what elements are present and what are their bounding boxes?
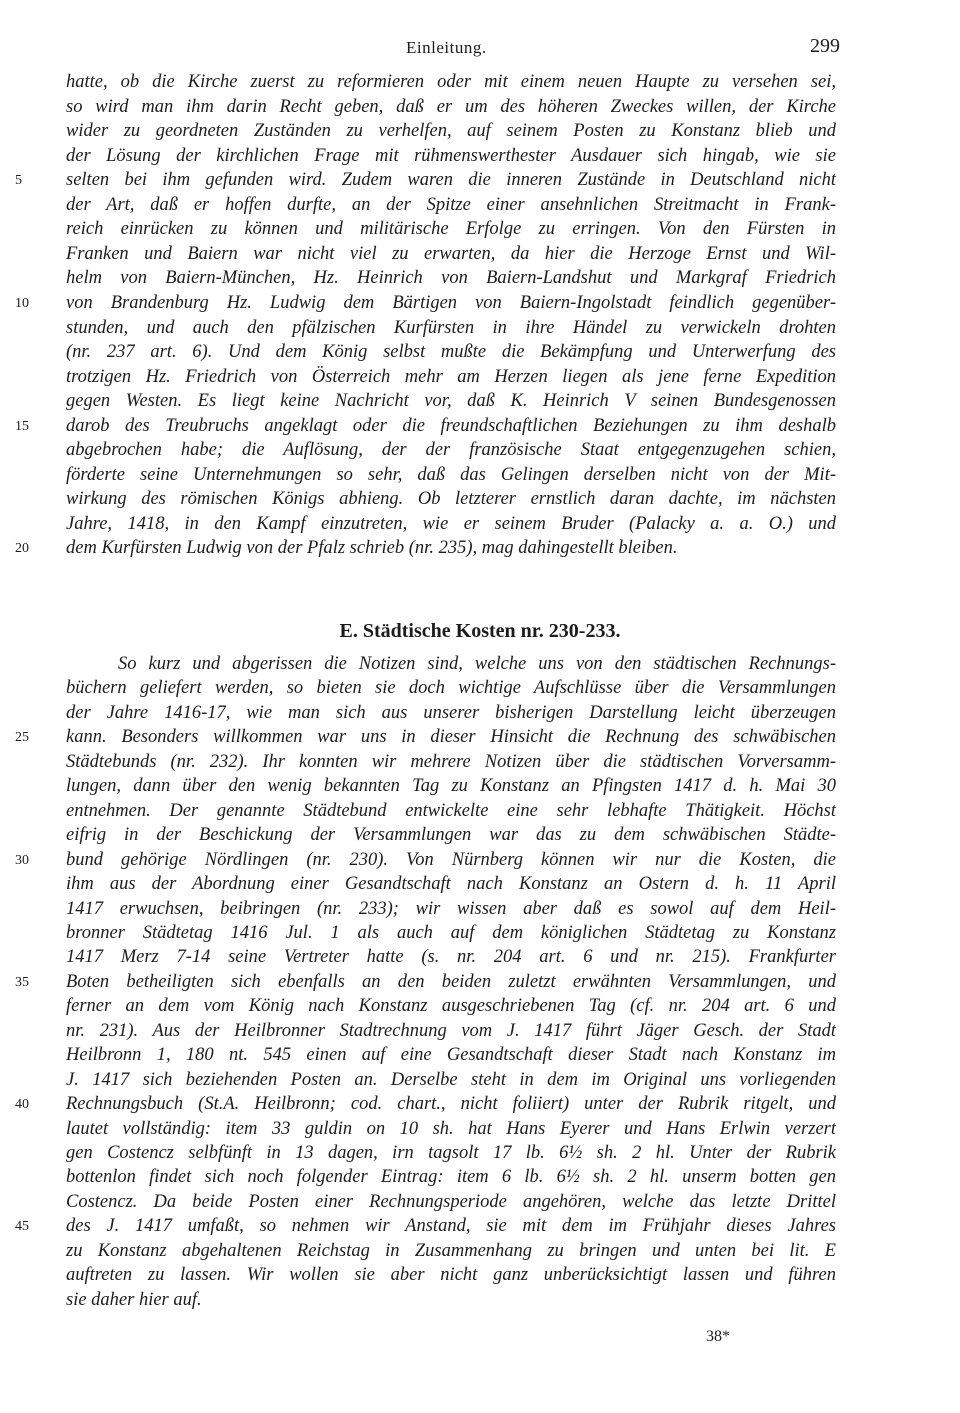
running-title: Einleitung. bbox=[406, 38, 487, 57]
text-line: 1417 erwuchsen, beibringen (nr. 233); wir wissen aber daß es sowol auf dem Heil- bbox=[66, 898, 836, 919]
text-line: auftreten zu lassen. Wir wollen sie aber nicht ganz unberücksichtigt lassen und führen bbox=[66, 1265, 836, 1286]
text-line: darob des Treubruchs angeklagt oder die freundschaftlichen Beziehungen zu ihm deshalb bbox=[66, 415, 836, 436]
text-line: sie daher hier auf. bbox=[66, 1289, 202, 1310]
text-line: hatte, ob die Kirche zuerst zu reformieren oder mit einem neuen Haupte zu versehen sei, bbox=[66, 72, 836, 92]
text-line: von Brandenburg Hz. Ludwig dem Bärtigen von Baiern-Ingolstadt feindlich gegenüber- bbox=[66, 292, 836, 313]
text-line: des J. 1417 umfaßt, so nehmen wir Anstand, sie mit dem im Frühjahr dieses Jahres bbox=[66, 1216, 836, 1237]
text-line: lungen, dann über den wenig bekannten Tag zu Konstanz an Pfingsten 1417 d. h. Mai 30 bbox=[66, 776, 836, 797]
text-line: (nr. 237 art. 6). Und dem König selbst mußte die Bekämpfung und Unterwerfung des bbox=[66, 342, 836, 363]
text-line: der Jahre 1416-17, wie man sich aus unserer bisherigen Darstellung leicht überzeugen bbox=[66, 702, 836, 723]
text-line: bottenlon findet sich noch folgender Eintrag: item 6 lb. 6½ sh. 2 hl. unserm botten gen bbox=[66, 1167, 836, 1188]
page-header bbox=[66, 35, 840, 68]
text-line: bund gehörige Nördlingen (nr. 230). Von Nürnberg können wir nur die Kosten, die bbox=[66, 849, 836, 870]
text-line: Heilbronn 1, 180 nt. 545 einen auf eine Gesandtschaft dieser Stadt nach Konstanz im bbox=[66, 1045, 836, 1066]
text-line: eifrig in der Beschickung der Versammlungen war das zu dem schwäbischen Städte- bbox=[66, 825, 836, 846]
text-line: Franken und Baiern war nicht viel zu erwarten, da hier die Herzoge Ernst und Wil- bbox=[66, 243, 836, 264]
text-line: Costencz. Da beide Posten einer Rechnungsperiode angehören, welche das letzte Drittel bbox=[66, 1191, 836, 1212]
text-line: so wird man ihm darin Recht geben, daß er um des höheren Zweckes willen, der Kirche bbox=[66, 96, 836, 117]
text-line: gegen Westen. Es liegt keine Nachricht vor, daß K. Heinrich V seinen Bundesgenossen bbox=[66, 391, 836, 412]
text-line: ihm aus der Abordnung einer Gesandtschaft nach Konstanz an Ostern d. h. 11 April bbox=[66, 874, 836, 895]
text-line: Rechnungsbuch (St.A. Heilbronn; cod. chart., nicht foliiert) unter der Rubrik ritgelt, und bbox=[66, 1094, 836, 1115]
line-number: 20 bbox=[15, 541, 29, 557]
text-line: bronner Städtetag 1416 Jul. 1 als auch auf dem königlichen Städtetag zu Konstanz bbox=[66, 922, 836, 943]
text-line: stunden, und auch den pfälzischen Kurfürsten in ihre Händel zu verwickeln drohten bbox=[66, 317, 836, 338]
text-line: wider zu geordneten Zuständen zu verhelfen, auf seinem Posten zu Konstanz blieb und bbox=[66, 121, 836, 142]
page-number: 299 bbox=[810, 35, 840, 57]
text-line: So kurz und abgerissen die Notizen sind, welche uns von den städtischen Rechnungs- bbox=[118, 654, 836, 674]
line-number: 40 bbox=[15, 1097, 29, 1113]
line-number: 45 bbox=[15, 1219, 29, 1235]
line-number: 10 bbox=[15, 295, 29, 311]
text-line: entnehmen. Der genannte Städtebund entwickelte eine sehr lebhafte Thätigkeit. Höchst bbox=[66, 800, 836, 821]
text-line: förderte seine Unternehmungen so sehr, daß das Gelingen derselben nicht von der Mit- bbox=[66, 464, 836, 485]
line-number: 25 bbox=[15, 730, 29, 746]
text-line: abgebrochen habe; die Auflösung, der der französische Staat entgegenzugehen schien, bbox=[66, 440, 836, 461]
section-title: E. Städtische Kosten nr. 230-233. bbox=[339, 620, 621, 642]
text-line: ferner an dem vom König nach Konstanz ausgeschriebenen Tag (cf. nr. 204 art. 6 und bbox=[66, 996, 836, 1017]
line-number: 15 bbox=[15, 418, 29, 434]
line-number: 5 bbox=[15, 173, 22, 189]
text-line: gen Costencz selbfünft in 13 dagen, irn tagsolt 17 lb. 6½ sh. 2 hl. Unter der Rubrik bbox=[66, 1143, 836, 1163]
text-line: 1417 Merz 7-14 seine Vertreter hatte (s. nr. 204 art. 6 und nr. 215). Frankfurter bbox=[66, 947, 836, 968]
text-line: helm von Baiern-München, Hz. Heinrich von Baiern-Landshut und Markgraf Friedrich bbox=[66, 268, 836, 289]
text-line: kann. Besonders willkommen war uns in dieser Hinsicht die Rechnung des schwäbischen bbox=[66, 727, 836, 748]
line-number: 35 bbox=[15, 974, 29, 990]
text-line: trotzigen Hz. Friedrich von Österreich mehr am Herzen liegen als jene ferne Expedition bbox=[66, 366, 836, 387]
text-line: Boten betheiligten sich ebenfalls an den beiden zuletzt erwähnten Versammlungen, und bbox=[66, 971, 836, 992]
text-line: Jahre, 1418, in den Kampf einzutreten, wie er seinem Bruder (Palacky a. a. O.) und bbox=[66, 513, 836, 534]
text-line: büchern geliefert werden, so bieten sie doch wichtige Aufschlüsse über die Versammlungen bbox=[66, 678, 836, 699]
signature-mark: 38* bbox=[706, 1328, 730, 1345]
text-line: wirkung des römischen Königs abhieng. Ob letzterer ernstlich daran dachte, im nächsten bbox=[66, 489, 836, 510]
text-line: dem Kurfürsten Ludwig von der Pfalz schrieb (nr. 235), mag dahingestellt bleiben. bbox=[66, 538, 678, 559]
text-line: Städtebunds (nr. 232). Ihr konnten wir mehrere Notizen über die städtischen Vorversamm- bbox=[66, 751, 836, 772]
text-line: selten bei ihm gefunden wird. Zudem waren die inneren Zustände in Deutschland nicht bbox=[66, 170, 836, 191]
text-line: der Art, daß er hoffen durfte, an der Spitze einer ansehnlichen Streitmacht in Frank- bbox=[66, 194, 836, 215]
text-line: reich einrücken zu können und militärische Erfolge zu erringen. Von den Fürsten in bbox=[66, 219, 836, 240]
line-number: 30 bbox=[15, 852, 29, 868]
text-line: der Lösung der kirchlichen Frage mit rühmenswerthester Ausdauer sich hingab, wie sie bbox=[66, 145, 836, 166]
text-line: zu Konstanz abgehaltenen Reichstag in Zusammenhang zu bringen und unten bei lit. E bbox=[66, 1240, 836, 1261]
text-line: J. 1417 sich beziehenden Posten an. Derselbe steht in dem im Original uns vorliegenden bbox=[66, 1069, 836, 1090]
text-line: nr. 231). Aus der Heilbronner Stadtrechnung vom J. 1417 führt Jäger Gesch. der Stadt bbox=[66, 1020, 836, 1041]
text-line: lautet vollständig: item 33 guldin on 10 sh. hat Hans Eyerer und Hans Erlwin verzert bbox=[66, 1118, 836, 1139]
